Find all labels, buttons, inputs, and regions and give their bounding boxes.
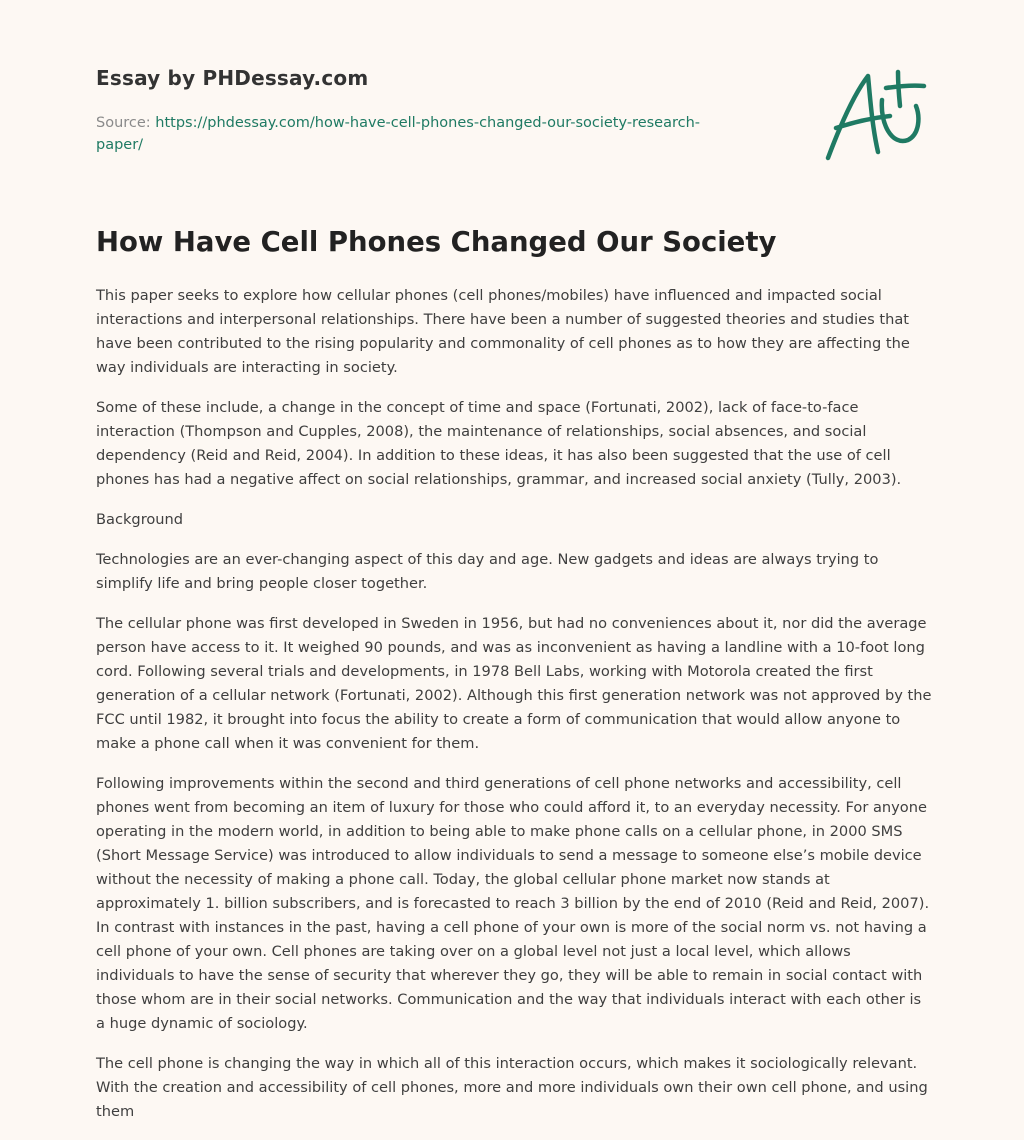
a-plus-grade-icon — [820, 66, 930, 166]
paragraph: Following improvements within the second and third generations of cell phone networks and accessibility, cell phones went from becoming an item of luxury for those who could afford it, to an everyday necessity. For anyone operating in the modern world, in addition to being able to make phone calls on a cellular phone, in 2000 SMS (Short Message Service) was introduced to allow individuals to send a message to someone else’s mobile device without the necessity of making a phone call. Today, the global cellular phone market now stands at approximately 1. billion subscribers, and is forecasted to reach 3 billion by the end of 2010 (Reid and Reid, 2007). In contrast with instances in the past, having a cell phone of your own is more of the social norm vs. not having a cell phone of your own. Cell phones are taking over on a global level not just a local level, which allows individuals to have the sense of security that wherever they go, they will be able to remain in social contact with those whom are in their social networks. Communication and the way that individuals interact with each other is a huge dynamic of sociology. — [96, 775, 930, 1032]
source-line — [96, 112, 746, 156]
essay-header — [96, 0, 932, 200]
essay-body — [96, 284, 932, 1140]
essay-title: How Have Cell Phones Changed Our Society — [96, 226, 777, 258]
paragraph: Technologies are an ever-changing aspect of this day and age. New gadgets and ideas are always trying to simplify life and bring people closer together. — [96, 551, 879, 592]
paragraph: This paper seeks to explore how cellular phones (cell phones/mobiles) have influenced and impacted social interactions and interpersonal relationships. There have been a number of suggested theories and studies that have been contributed to the rising popularity and commonality of cell phones as to how they are affecting the way individuals are interacting in society. — [96, 287, 910, 376]
brand-title: Essay by PHDessay.com — [96, 66, 369, 90]
source-link[interactable]: https://phdessay.com/how-have-cell-phones-changed-our-society-research-paper/ — [96, 115, 701, 153]
section-heading-background: Background — [96, 511, 184, 528]
paragraph: The cell phone is changing the way in which all of this interaction occurs, which makes it sociologically relevant. With the creation and accessibility of cell phones, more and more individuals own their own cell phone, and using them — [96, 1055, 928, 1120]
essay-page — [96, 0, 932, 1120]
paragraph: The cellular phone was first developed in Sweden in 1956, but had no conveniences about it, nor did the average person have access to it. It weighed 90 pounds, and was as inconvenient as having a landline with a 10-foot long cord. Following several trials and developments, in 1978 Bell Labs, working with Motorola created the first generation of a cellular network (Fortunati, 2002). Although this first generation network was not approved by the FCC until 1982, it brought into focus the ability to create a form of communication that would allow anyone to make a phone call when it was convenient for them. — [96, 615, 932, 752]
paragraph: Some of these include, a change in the concept of time and space (Fortunati, 2002), lack of face-to-face interaction (Thompson and Cupples, 2008), the maintenance of relationships, social absences, and social dependency (Reid and Reid, 2004). In addition to these ideas, it has also been suggested that the use of cell phones has had a negative affect on social relationships, grammar, and increased social anxiety (Tully, 2003). — [96, 399, 902, 488]
source-label: Source: — [96, 115, 156, 131]
